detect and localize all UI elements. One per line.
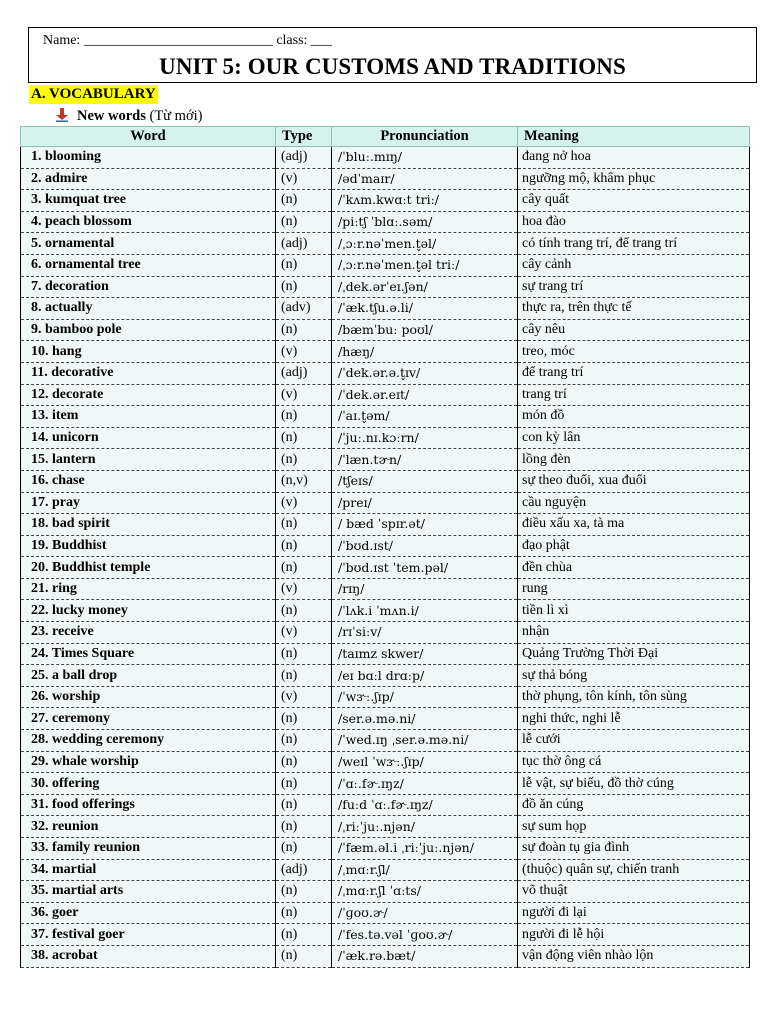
meaning-cell: tục thờ ông cá [518,751,750,773]
pronunciation-cell: /ˌdek.ərˈeɪ.ʃən/ [332,276,518,298]
type-cell: (adj) [276,859,332,881]
table-row [21,600,750,622]
table-row [21,794,750,816]
table-row [21,730,750,752]
type-cell: (n) [276,881,332,903]
pronunciation-cell: /ˌmɑːr.ʃl/ [332,859,518,881]
meaning-cell: hoa đào [518,211,750,233]
type-cell: (v) [276,492,332,514]
pronunciation-cell: /tʃeɪs/ [332,470,518,492]
type-cell: (v) [276,622,332,644]
type-cell: (n) [276,190,332,212]
pronunciation-cell: /ədˈmaɪr/ [332,168,518,190]
pronunciation-cell: /eɪ bɑːl drɑːp/ [332,665,518,687]
section-heading: A. VOCABULARY [31,86,156,102]
pronunciation-cell: /ˈbʊd.ɪst ˈtem.pəl/ [332,557,518,579]
meaning-cell: lễ vật, sự biếu, đồ thờ cúng [518,773,750,795]
header-type: Type [276,127,332,147]
table-row [21,643,750,665]
meaning-cell: điều xấu xa, tà ma [518,514,750,536]
type-cell: (v) [276,578,332,600]
table-row [21,751,750,773]
subsection-label-rest: (Từ mới) [145,108,203,124]
type-cell: (n) [276,838,332,860]
table-row [21,211,750,233]
table-header-row [21,127,750,147]
word-cell: 26. worship [21,686,276,708]
meaning-cell: Quảng Trường Thời Đại [518,643,750,665]
table-row [21,298,750,320]
table-row [21,470,750,492]
word-cell: 4. peach blossom [21,211,276,233]
type-cell: (n) [276,902,332,924]
pronunciation-cell: /ˈbʊd.ɪst/ [332,535,518,557]
meaning-cell: rung [518,578,750,600]
word-cell: 5. ornamental [21,233,276,255]
type-cell: (n) [276,794,332,816]
type-cell: (n) [276,557,332,579]
table-row [21,859,750,881]
word-cell: 33. family reunion [21,838,276,860]
table-row [21,622,750,644]
type-cell: (adj) [276,233,332,255]
type-cell: (adv) [276,298,332,320]
pronunciation-cell: /ˈfæm.əl.i ˌriːˈjuː.njən/ [332,838,518,860]
meaning-cell: đồ ăn cúng [518,794,750,816]
meaning-cell: ngưỡng mộ, khâm phục [518,168,750,190]
word-cell: 15. lantern [21,449,276,471]
word-cell: 34. martial [21,859,276,881]
pronunciation-cell: /ˈæk.rə.bæt/ [332,945,518,967]
type-cell: (n) [276,816,332,838]
table-row [21,233,750,255]
word-cell: 14. unicorn [21,427,276,449]
pronunciation-cell: /weɪl ˈwɝː.ʃɪp/ [332,751,518,773]
word-cell: 28. wedding ceremony [21,730,276,752]
type-cell: (n) [276,319,332,341]
header-word: Word [21,127,276,147]
meaning-cell: cây quất [518,190,750,212]
type-cell: (n) [276,514,332,536]
pronunciation-cell: /ˈkʌm.kwɑːt triː/ [332,190,518,212]
meaning-cell: lễ cưới [518,730,750,752]
pronunciation-cell: /ˈwed.ɪŋ ˌser.ə.mə.ni/ [332,730,518,752]
type-cell: (n,v) [276,470,332,492]
table-row [21,362,750,384]
table-row [21,168,750,190]
type-cell: (n) [276,751,332,773]
meaning-cell: nghi thức, nghi lễ [518,708,750,730]
pronunciation-cell: /ˈɡoʊ.ɚ/ [332,902,518,924]
subsection-label-bold: New words [77,108,146,124]
table-row [21,816,750,838]
table-row [21,708,750,730]
pronunciation-cell: /ˈdek.ər.eɪt/ [332,384,518,406]
meaning-cell: vận động viên nhào lộn [518,945,750,967]
header-box [28,27,757,83]
table-row [21,535,750,557]
type-cell: (n) [276,406,332,428]
pronunciation-cell: /ˈlæn.tɚn/ [332,449,518,471]
table-row [21,686,750,708]
word-cell: 24. Times Square [21,643,276,665]
word-cell: 29. whale worship [21,751,276,773]
meaning-cell: thờ phụng, tôn kính, tôn sùng [518,686,750,708]
meaning-cell: đang nở hoa [518,147,750,169]
type-cell: (n) [276,211,332,233]
table-row [21,319,750,341]
table-row [21,254,750,276]
word-cell: 3. kumquat tree [21,190,276,212]
word-cell: 20. Buddhist temple [21,557,276,579]
word-cell: 25. a ball drop [21,665,276,687]
meaning-cell: sự sum họp [518,816,750,838]
type-cell: (adj) [276,362,332,384]
word-cell: 21. ring [21,578,276,600]
table-row [21,773,750,795]
pronunciation-cell: /ˈwɝː.ʃɪp/ [332,686,518,708]
word-cell: 11. decorative [21,362,276,384]
pronunciation-cell: /ˈlʌk.i ˈmʌn.i/ [332,600,518,622]
meaning-cell: sự trang trí [518,276,750,298]
word-cell: 9. bamboo pole [21,319,276,341]
pronunciation-cell: /ˈɑː.fɚ.ɪŋz/ [332,773,518,795]
type-cell: (n) [276,276,332,298]
type-cell: (n) [276,665,332,687]
pronunciation-cell: /ˌɔːr.nəˈmen.t̬əl triː/ [332,254,518,276]
type-cell: (adj) [276,147,332,169]
pronunciation-cell: /ˈaɪ.t̬əm/ [332,406,518,428]
pronunciation-cell: /ˈfes.tə.vəl ˈɡoʊ.ɚ/ [332,924,518,946]
meaning-cell: nhận [518,622,750,644]
pronunciation-cell: /hæŋ/ [332,341,518,363]
table-row [21,924,750,946]
word-cell: 37. festival goer [21,924,276,946]
word-cell: 23. receive [21,622,276,644]
meaning-cell: cầu nguyện [518,492,750,514]
pronunciation-cell: /taɪmz skwer/ [332,643,518,665]
meaning-cell: treo, móc [518,341,750,363]
type-cell: (n) [276,449,332,471]
word-cell: 10. hang [21,341,276,363]
pronunciation-cell: /ser.ə.mə.ni/ [332,708,518,730]
meaning-cell: người đi lại [518,902,750,924]
word-cell: 2. admire [21,168,276,190]
type-cell: (n) [276,708,332,730]
table-row [21,881,750,903]
table-row [21,190,750,212]
type-cell: (n) [276,773,332,795]
down-arrow-bullet-icon [56,108,68,122]
table-row [21,449,750,471]
table-row [21,578,750,600]
word-cell: 27. ceremony [21,708,276,730]
word-cell: 32. reunion [21,816,276,838]
subsection-heading [56,107,202,125]
word-cell: 35. martial arts [21,881,276,903]
type-cell: (n) [276,535,332,557]
header-meaning: Meaning [518,127,750,147]
type-cell: (v) [276,341,332,363]
pronunciation-cell: /ˌɔːr.nəˈmen.t̬əl/ [332,233,518,255]
word-cell: 31. food offerings [21,794,276,816]
table-row [21,514,750,536]
meaning-cell: đền chùa [518,557,750,579]
type-cell: (n) [276,924,332,946]
pronunciation-cell: /fuːd ˈɑː.fɚ.ɪŋz/ [332,794,518,816]
pronunciation-cell: /ˌriːˈjuː.njən/ [332,816,518,838]
type-cell: (n) [276,254,332,276]
table-row [21,427,750,449]
table-row [21,902,750,924]
meaning-cell: sự thả bóng [518,665,750,687]
type-cell: (n) [276,643,332,665]
meaning-cell: (thuộc) quân sự, chiến tranh [518,859,750,881]
vocabulary-table [20,126,750,968]
word-cell: 19. Buddhist [21,535,276,557]
word-cell: 13. item [21,406,276,428]
pronunciation-cell: / bæd ˈspɪr.ət/ [332,514,518,536]
pronunciation-cell: /rɪˈsiːv/ [332,622,518,644]
table-row [21,665,750,687]
pronunciation-cell: /piːtʃ ˈblɑː.səm/ [332,211,518,233]
name-class-line: Name: ___________________________ class: ___ [43,33,332,48]
meaning-cell: tiền lì xì [518,600,750,622]
meaning-cell: người đi lễ hội [518,924,750,946]
word-cell: 7. decoration [21,276,276,298]
word-cell: 1. blooming [21,147,276,169]
meaning-cell: để trang trí [518,362,750,384]
meaning-cell: sự đoàn tụ gia đình [518,838,750,860]
pronunciation-cell: /ˈbluː.mɪŋ/ [332,147,518,169]
type-cell: (v) [276,168,332,190]
meaning-cell: món đồ [518,406,750,428]
meaning-cell: võ thuật [518,881,750,903]
table-row [21,147,750,169]
meaning-cell: cây nêu [518,319,750,341]
pronunciation-cell: /ˌmɑːr.ʃl ˈɑːts/ [332,881,518,903]
pronunciation-cell: /ˈjuː.nɪ.kɔːrn/ [332,427,518,449]
table-row [21,492,750,514]
meaning-cell: có tính trang trí, để trang trí [518,233,750,255]
word-cell: 16. chase [21,470,276,492]
word-cell: 17. pray [21,492,276,514]
meaning-cell: con kỳ lân [518,427,750,449]
type-cell: (v) [276,384,332,406]
word-cell: 36. goer [21,902,276,924]
table-row [21,557,750,579]
table-row [21,406,750,428]
table-row [21,341,750,363]
pronunciation-cell: /rɪŋ/ [332,578,518,600]
pronunciation-cell: /preɪ/ [332,492,518,514]
pronunciation-cell: /ˈæk.tʃu.ə.li/ [332,298,518,320]
meaning-cell: trang trí [518,384,750,406]
type-cell: (v) [276,686,332,708]
word-cell: 22. lucky money [21,600,276,622]
pronunciation-cell: /bæmˈbuː poʊl/ [332,319,518,341]
meaning-cell: đạo phật [518,535,750,557]
meaning-cell: sự theo đuổi, xua đuổi [518,470,750,492]
word-cell: 38. acrobat [21,945,276,967]
header-pronunciation: Pronunciation [332,127,518,147]
table-row [21,384,750,406]
table-row [21,838,750,860]
meaning-cell: thực ra, trên thực tế [518,298,750,320]
vocabulary-table-body [21,147,750,968]
word-cell: 12. decorate [21,384,276,406]
type-cell: (n) [276,600,332,622]
page-title: UNIT 5: OUR CUSTOMS AND TRADITIONS [159,54,626,79]
table-row [21,276,750,298]
word-cell: 18. bad spirit [21,514,276,536]
word-cell: 30. offering [21,773,276,795]
type-cell: (n) [276,427,332,449]
word-cell: 8. actually [21,298,276,320]
type-cell: (n) [276,945,332,967]
table-row [21,945,750,967]
meaning-cell: cây cảnh [518,254,750,276]
meaning-cell: lồng đèn [518,449,750,471]
pronunciation-cell: /ˈdek.ər.ə.t̬ɪv/ [332,362,518,384]
word-cell: 6. ornamental tree [21,254,276,276]
type-cell: (n) [276,730,332,752]
